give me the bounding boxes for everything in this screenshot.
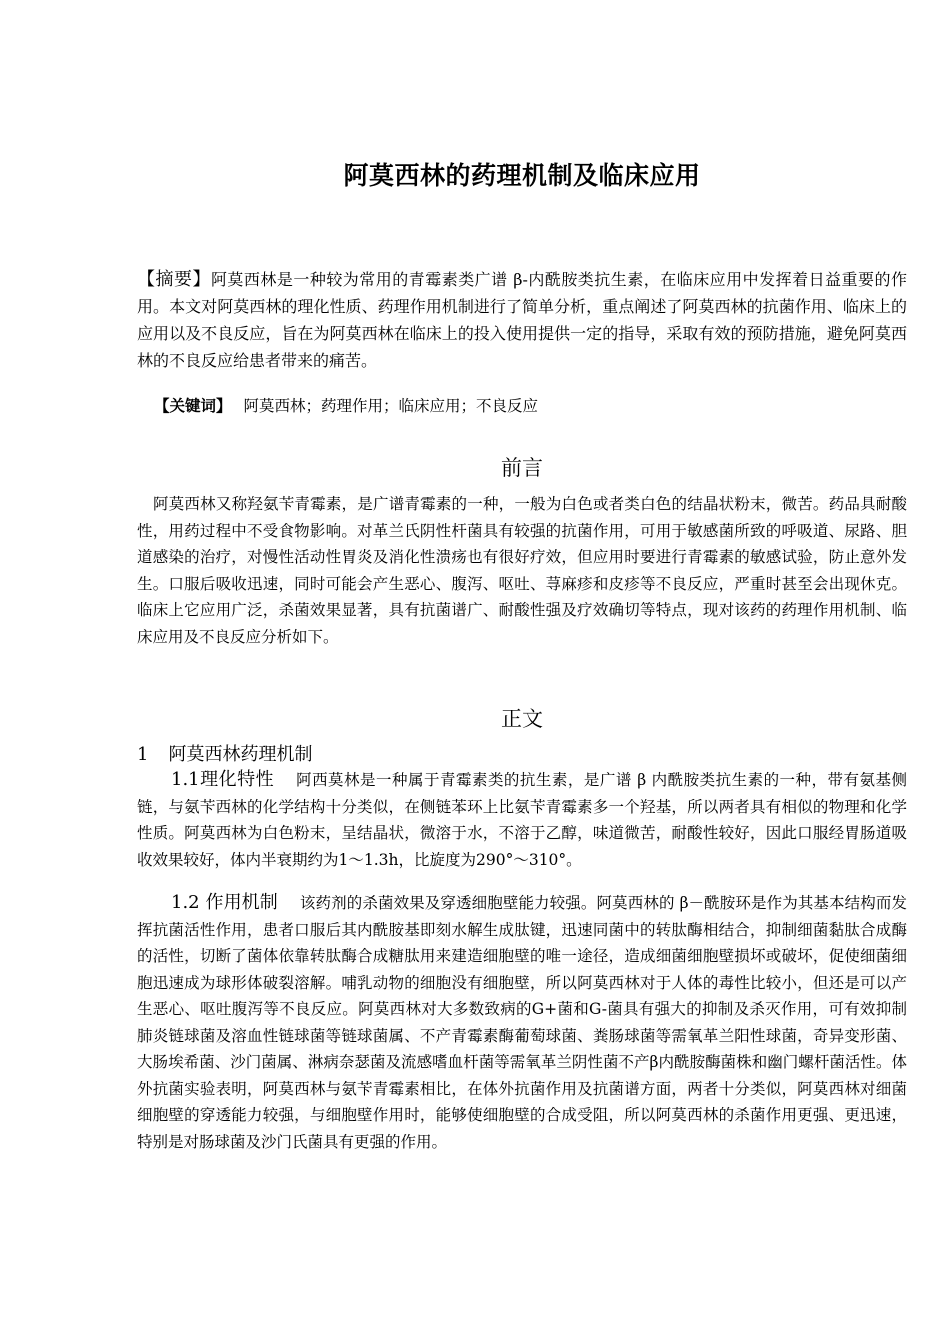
section-1-number: 1 (137, 744, 149, 765)
preface-paragraph: 阿莫西林又称羟氨苄青霉素，是广谱青霉素的一种，一般为白色或者类白色的结晶状粉末，微苦。药品具耐酸性，用药过程中不受食物影响。对革兰氏阴性杆菌具有较强的抗菌作用，可用于敏感菌所致的呼吸道、尿路、胆道感染的治疗，对慢性活动性胃炎及消化性溃疡也有很好疗效，但应用时要进行青霉素的敏感试验，防止意外发生。口服后吸收迅速，同时可能会产生恶心、腹泻、呕吐、荨麻疹和皮疹等不良反应，严重时甚至会出现休克。临床上它应用广泛，杀菌效果显著，具有抗菌谱广、耐酸性强及疗效确切等特点，现对该药的药理作用机制、临床应用及不良反应分析如下。 (137, 495, 907, 646)
subsection-1-1 (137, 767, 907, 873)
subsection-1-2 (137, 890, 907, 1155)
document-title: 阿莫西林的药理机制及临床应用 (343, 161, 701, 190)
subsection-1-1-text: 阿西莫林是一种属于青霉素类的抗生素，是广谱 β 内酰胺类抗生素的一种，带有氨基侧链，与氨苄西林的化学结构十分类似，在侧链苯环上比氨苄青霉素多一个羟基，所以两者具有相似的物理和化学性质。阿莫西林为白色粉末，呈结晶状，微溶于水，不溶于乙醇，味道微苦，耐酸性较好，因此口服经胃肠道吸收效果较好，体内半衰期约为1～1.3h，比旋度为290°～310°。 (137, 771, 907, 869)
keywords-label: 【关键词】 (154, 397, 232, 415)
abstract-text: 阿莫西林是一种较为常用的青霉素类广谱 β-内酰胺类抗生素，在临床应用中发挥着日益重要的作用。本文对阿莫西林的理化性质、药理作用机制进行了简单分析，重点阐述了阿莫西林的抗菌作用、临床上的应用以及不良反应，旨在为阿莫西林在临床上的投入使用提供一定的指导，采取有效的预防措施，避免阿莫西林的不良反应给患者带来的痛苦。 (137, 270, 907, 370)
section-1-title: 阿莫西林药理机制 (168, 744, 313, 765)
preface-heading: 前言 (501, 456, 543, 480)
subsection-1-2-text: 该药剂的杀菌效果及穿透细胞壁能力较强。阿莫西林的 β－酰胺环是作为其基本结构而发挥抗菌活性作用，患者口服后其内酰胺基即刻水解生成肽键，迅速同菌中的转肽酶相结合，抑制细菌黏肽合成酶的活性，切断了菌体依靠转肽酶合成糖肽用来建造细胞壁的唯一途径，造成细菌细胞壁损坏或破坏，促使细菌细胞迅速成为球形体破裂溶解。哺乳动物的细胞没有细胞壁，所以阿莫西林对于人体的毒性比较小，但还是可以产生恶心、呕吐腹泻等不良反应。阿莫西林对大多数致病的G+菌和G-菌具有强大的抑制及杀灭作用，可有效抑制肺炎链球菌及溶血性链球菌等链球菌属、不产青霉素酶葡萄球菌、粪肠球菌等需氧革兰阳性球菌，奇异变形菌、大肠埃希菌、沙门菌属、淋病奈瑟菌及流感嗜血杆菌等需氧革兰阴性菌不产β内酰胺酶菌株和幽门螺杆菌活性。体外抗菌实验表明，阿莫西林与氨苄青霉素相比，在体外抗菌作用及抗菌谱方面，两者十分类似，阿莫西林对细菌细胞壁的穿透能力较强，与细胞壁作用时，能够使细胞壁的合成受阻，所以阿莫西林的杀菌作用更强、更迅速，特别是对肠球菌及沙门氏菌具有更强的作用。 (137, 894, 907, 1151)
keywords (154, 393, 904, 420)
subsection-1-1-heading: 1.1理化特性 (171, 769, 275, 790)
subsection-1-2-heading: 1.2 作用机制 (171, 892, 278, 913)
body-heading: 正文 (501, 707, 543, 731)
keywords-text: 阿莫西林；药理作用；临床应用；不良反应 (243, 397, 539, 415)
abstract (137, 266, 907, 374)
abstract-label: 【摘要】 (137, 269, 211, 290)
section-1-heading (137, 741, 312, 769)
